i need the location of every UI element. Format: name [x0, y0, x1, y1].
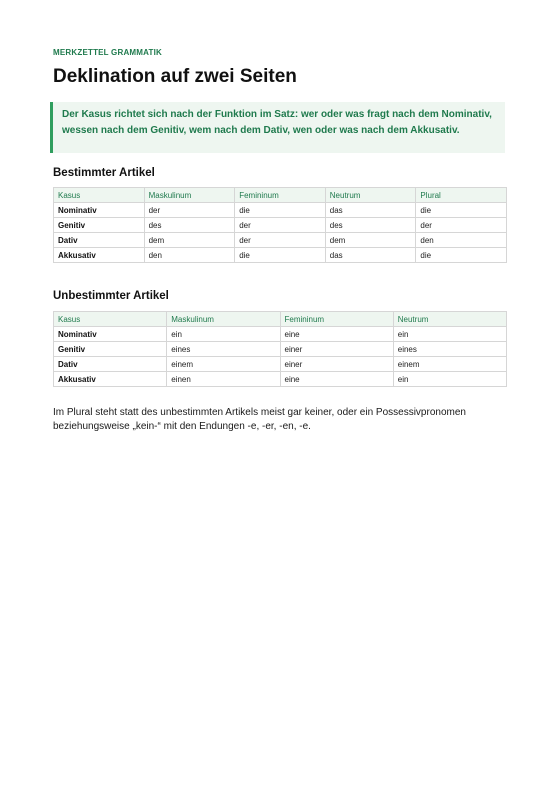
article-cell: ein [393, 327, 506, 342]
indefinite-article-table [53, 311, 507, 387]
article-cell: einem [393, 357, 506, 372]
case-cell: Akkusativ [54, 248, 145, 263]
table-row [54, 218, 507, 233]
table-header-row [54, 312, 507, 327]
table-row [54, 248, 507, 263]
article-cell: ein [393, 372, 506, 387]
column-header: Neutrum [393, 312, 506, 327]
article-cell: der [235, 218, 326, 233]
article-cell: das [325, 248, 416, 263]
page-title: Deklination auf zwei Seiten [53, 66, 297, 87]
case-cell: Dativ [54, 357, 167, 372]
article-cell: des [144, 218, 235, 233]
table-header-row [54, 188, 507, 203]
article-cell: die [235, 248, 326, 263]
column-header: Kasus [54, 188, 145, 203]
case-cell: Genitiv [54, 218, 145, 233]
article-cell: der [235, 233, 326, 248]
article-cell: den [416, 233, 507, 248]
column-header: Maskulinum [167, 312, 280, 327]
article-cell: eines [393, 342, 506, 357]
article-cell: ein [167, 327, 280, 342]
table-row [54, 342, 507, 357]
table-row [54, 233, 507, 248]
article-cell: eines [167, 342, 280, 357]
article-cell: einem [167, 357, 280, 372]
case-cell: Genitiv [54, 342, 167, 357]
column-header: Plural [416, 188, 507, 203]
article-cell: dem [325, 233, 416, 248]
column-header: Femininum [235, 188, 326, 203]
article-cell: die [416, 248, 507, 263]
article-cell: das [325, 203, 416, 218]
article-cell: dem [144, 233, 235, 248]
column-header: Neutrum [325, 188, 416, 203]
indefinite-article-heading: Unbestimmter Artikel [53, 290, 169, 302]
article-cell: einer [280, 357, 393, 372]
table-row [54, 203, 507, 218]
article-cell: die [416, 203, 507, 218]
article-cell: einen [167, 372, 280, 387]
case-cell: Akkusativ [54, 372, 167, 387]
article-cell: einer [280, 342, 393, 357]
eyebrow-label: MERKZETTEL GRAMMATIK [53, 48, 163, 57]
article-cell: der [416, 218, 507, 233]
column-header: Maskulinum [144, 188, 235, 203]
case-cell: Dativ [54, 233, 145, 248]
table-row [54, 357, 507, 372]
column-header: Femininum [280, 312, 393, 327]
definite-article-heading: Bestimmter Artikel [53, 167, 155, 179]
article-cell: eine [280, 372, 393, 387]
article-cell: eine [280, 327, 393, 342]
case-cell: Nominativ [54, 327, 167, 342]
article-cell: der [144, 203, 235, 218]
article-cell: den [144, 248, 235, 263]
column-header: Kasus [54, 312, 167, 327]
article-cell: die [235, 203, 326, 218]
definite-article-table [53, 187, 507, 263]
plural-note: Im Plural steht statt des unbestimmten Artikels meist gar keiner, oder ein Possessivpronomen beziehungsweise „kein-“ mit den Endungen -e, -er, -en, -e. [53, 407, 466, 432]
table-row [54, 372, 507, 387]
article-cell: des [325, 218, 416, 233]
case-cell: Nominativ [54, 203, 145, 218]
rule-callout: Der Kasus richtet sich nach der Funktion im Satz: wer oder was fragt nach dem Nominativ, wessen nach dem Genitiv, wem nach dem Dativ, wen oder was nach dem Akkusativ. [50, 102, 505, 153]
table-row [54, 327, 507, 342]
